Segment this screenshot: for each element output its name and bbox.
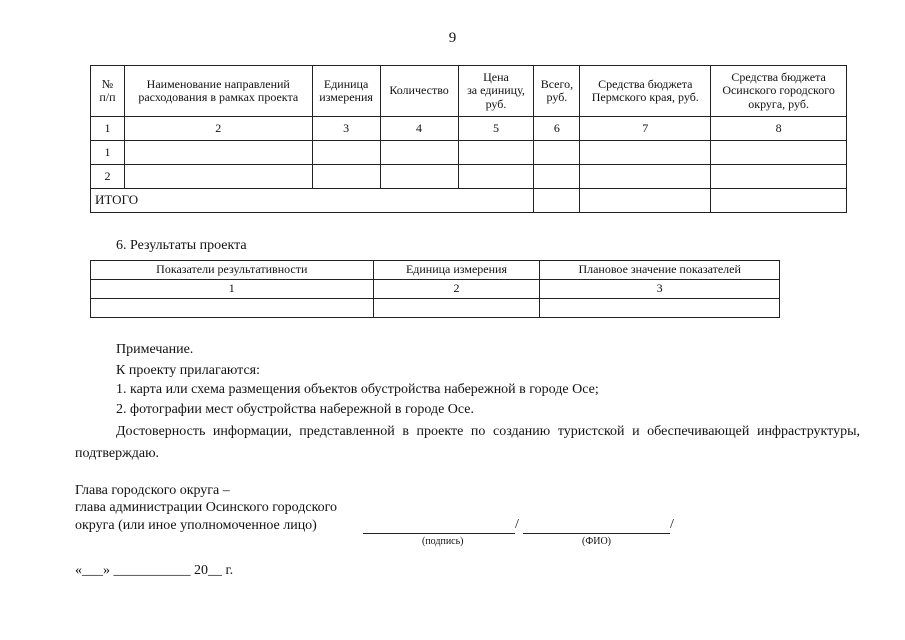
name-slash: /	[670, 517, 674, 532]
table-row	[91, 165, 847, 189]
row-number: 1	[91, 141, 125, 165]
cell-quantity[interactable]	[380, 165, 458, 189]
table-row	[91, 299, 780, 318]
confirmation-text: Достоверность информации, представленной в проекте по созданию туристской и обеспечивающей инфраструктуры, подтверждаю.	[75, 424, 860, 461]
cell-direction[interactable]	[124, 165, 312, 189]
cell-price[interactable]	[458, 165, 534, 189]
signatory-line-1: Глава городского округа –	[75, 483, 230, 498]
budget-col-number-5: 5	[458, 117, 534, 141]
cell-price[interactable]	[458, 141, 534, 165]
cell-total[interactable]	[534, 165, 580, 189]
table-row	[91, 141, 847, 165]
note-item-1: 1. карта или схема размещения объектов обустройства набережной в городе Осе;	[116, 382, 599, 397]
cell-total[interactable]	[534, 141, 580, 165]
budget-header-3: Единица измерения	[312, 66, 380, 117]
cell-unit[interactable]	[312, 141, 380, 165]
budget-col-number-3: 3	[312, 117, 380, 141]
row-number: 2	[91, 165, 125, 189]
budget-header-6: Всего, руб.	[534, 66, 580, 117]
results-col-number-1: 1	[91, 280, 374, 299]
note-item-2: 2. фотографии мест обустройства набережной в городе Осе.	[116, 402, 475, 417]
cell-quantity[interactable]	[380, 141, 458, 165]
results-section-title: 6. Результаты проекта	[116, 238, 247, 253]
budget-header-1: № п/п	[91, 66, 125, 117]
budget-header-8: Средства бюджета Осинского городского округа, руб.	[711, 66, 847, 117]
signatory-line-2: глава администрации Осинского городского	[75, 500, 338, 515]
name-field[interactable]	[523, 533, 670, 534]
budget-col-number-2: 2	[124, 117, 312, 141]
cell-total-perm[interactable]	[580, 189, 711, 213]
budget-col-number-4: 4	[380, 117, 458, 141]
cell-osa-budget[interactable]	[711, 165, 847, 189]
cell-total-sum[interactable]	[534, 189, 580, 213]
budget-table	[90, 65, 847, 213]
cell-planned-value[interactable]	[540, 299, 780, 318]
signatory-line-3: округа (или иное уполномоченное лицо)	[75, 518, 317, 533]
results-col-number-3: 3	[540, 280, 780, 299]
budget-header-5: Цена за единицу, руб.	[458, 66, 534, 117]
name-caption: (ФИО)	[582, 536, 612, 547]
budget-header-7: Средства бюджета Пермского края, руб.	[580, 66, 711, 117]
cell-total-osa[interactable]	[711, 189, 847, 213]
cell-perm-budget[interactable]	[580, 165, 711, 189]
cell-indicator-unit[interactable]	[373, 299, 540, 318]
results-col-number-2: 2	[373, 280, 540, 299]
budget-header-4: Количество	[380, 66, 458, 117]
results-header-row	[91, 261, 780, 280]
budget-number-row	[91, 117, 847, 141]
budget-col-number-1: 1	[91, 117, 125, 141]
budget-header-2: Наименование направлений расходования в рамках проекта	[124, 66, 312, 117]
results-header-2: Единица измерения	[373, 261, 540, 280]
signature-field[interactable]	[363, 533, 515, 534]
cell-unit[interactable]	[312, 165, 380, 189]
budget-col-number-7: 7	[580, 117, 711, 141]
results-header-1: Показатели результативности	[91, 261, 374, 280]
total-row	[91, 189, 847, 213]
signature-caption: (подпись)	[422, 536, 464, 547]
signature-slash: /	[515, 517, 519, 532]
results-header-3: Плановое значение показателей	[540, 261, 780, 280]
cell-direction[interactable]	[124, 141, 312, 165]
date-field[interactable]: «___» ___________ 20__ г.	[75, 563, 234, 578]
note-title: Примечание.	[116, 342, 194, 357]
budget-col-number-6: 6	[534, 117, 580, 141]
results-table	[90, 260, 780, 318]
cell-indicator[interactable]	[91, 299, 374, 318]
budget-header-row	[91, 66, 847, 117]
note-intro: К проекту прилагаются:	[116, 363, 261, 378]
results-number-row	[91, 280, 780, 299]
page-number: 9	[448, 30, 457, 46]
cell-osa-budget[interactable]	[711, 141, 847, 165]
cell-perm-budget[interactable]	[580, 141, 711, 165]
budget-col-number-8: 8	[711, 117, 847, 141]
total-label: ИТОГО	[91, 189, 534, 213]
